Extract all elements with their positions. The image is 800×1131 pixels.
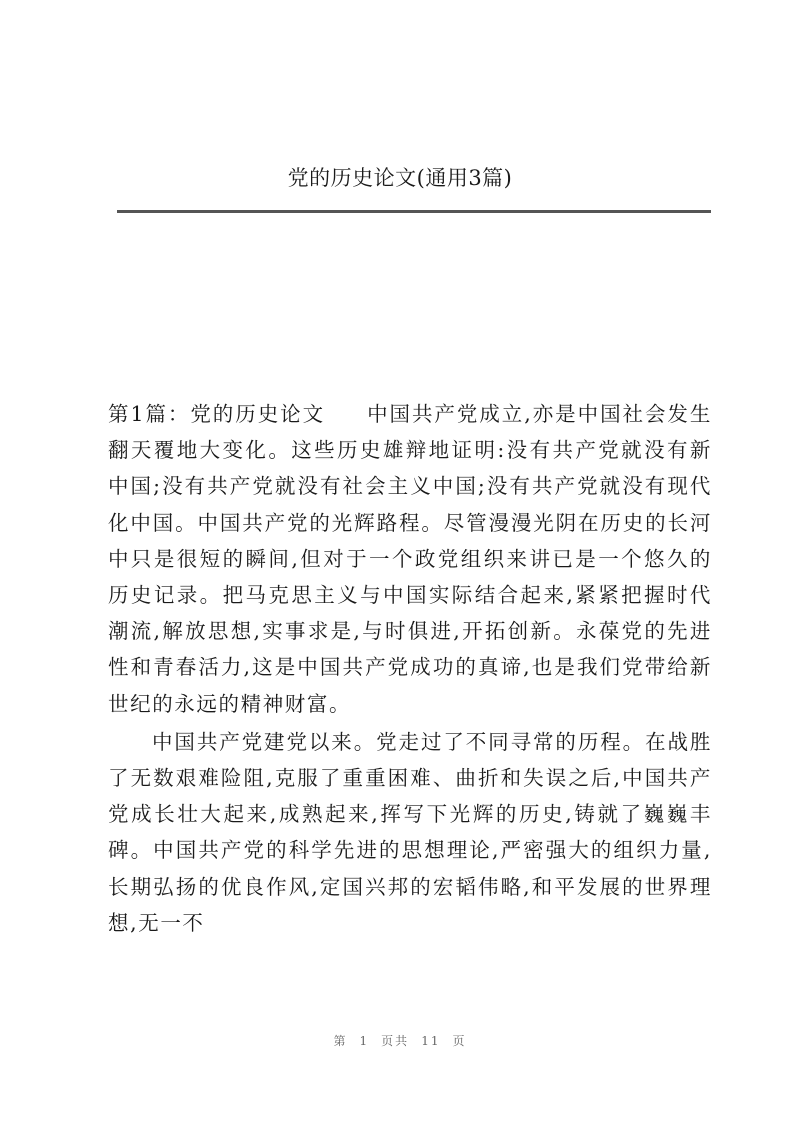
document-body — [108, 396, 712, 941]
paragraph-text: 中国共产党成立,亦是中国社会发生翻天覆地大变化。这些历史雄辩地证明:没有共产党就没有新中国;没有共产党就没有社会主义中国;没有共产党就没有现代化中国。中国共产党的光辉路程。尽管漫漫光阴在历史的长河中只是很短的瞬间,但对于一个政党组织来讲已是一个悠久的历史记录。把马克思主义与中国实际结合起来,紧紧把握时代潮流,解放思想,实事求是,与时俱进,开拓创新。永葆党的先进性和青春活力,这是中国共产党成功的真谛,也是我们党带给新世纪的永远的精神财富。 — [108, 402, 712, 716]
title-divider — [117, 210, 711, 213]
paragraph: 中国共产党建党以来。党走过了不同寻常的历程。在战胜了无数艰难险阻,克服了重重困难、曲折和失误之后,中国共产党成长壮大起来,成熟起来,挥写下光辉的历史,铸就了巍巍丰碑。中国共产党的科学先进的思想理论,严密强大的组织力量,长期弘扬的优良作风,定国兴邦的宏韬伟略,和平发展的世界理想,无一不 — [108, 729, 712, 935]
document-title: 党的历史论文(通用3篇) — [287, 166, 513, 190]
footer-suffix: 页 — [452, 1034, 467, 1048]
footer-middle: 页共 — [381, 1034, 410, 1048]
paragraph — [108, 396, 712, 722]
section-heading: 第1篇：党的历史论文 — [108, 402, 326, 426]
page-footer — [0, 1032, 800, 1049]
footer-prefix: 第 — [333, 1034, 348, 1048]
total-pages-number: 11 — [421, 1034, 441, 1048]
current-page-number: 1 — [359, 1034, 370, 1048]
